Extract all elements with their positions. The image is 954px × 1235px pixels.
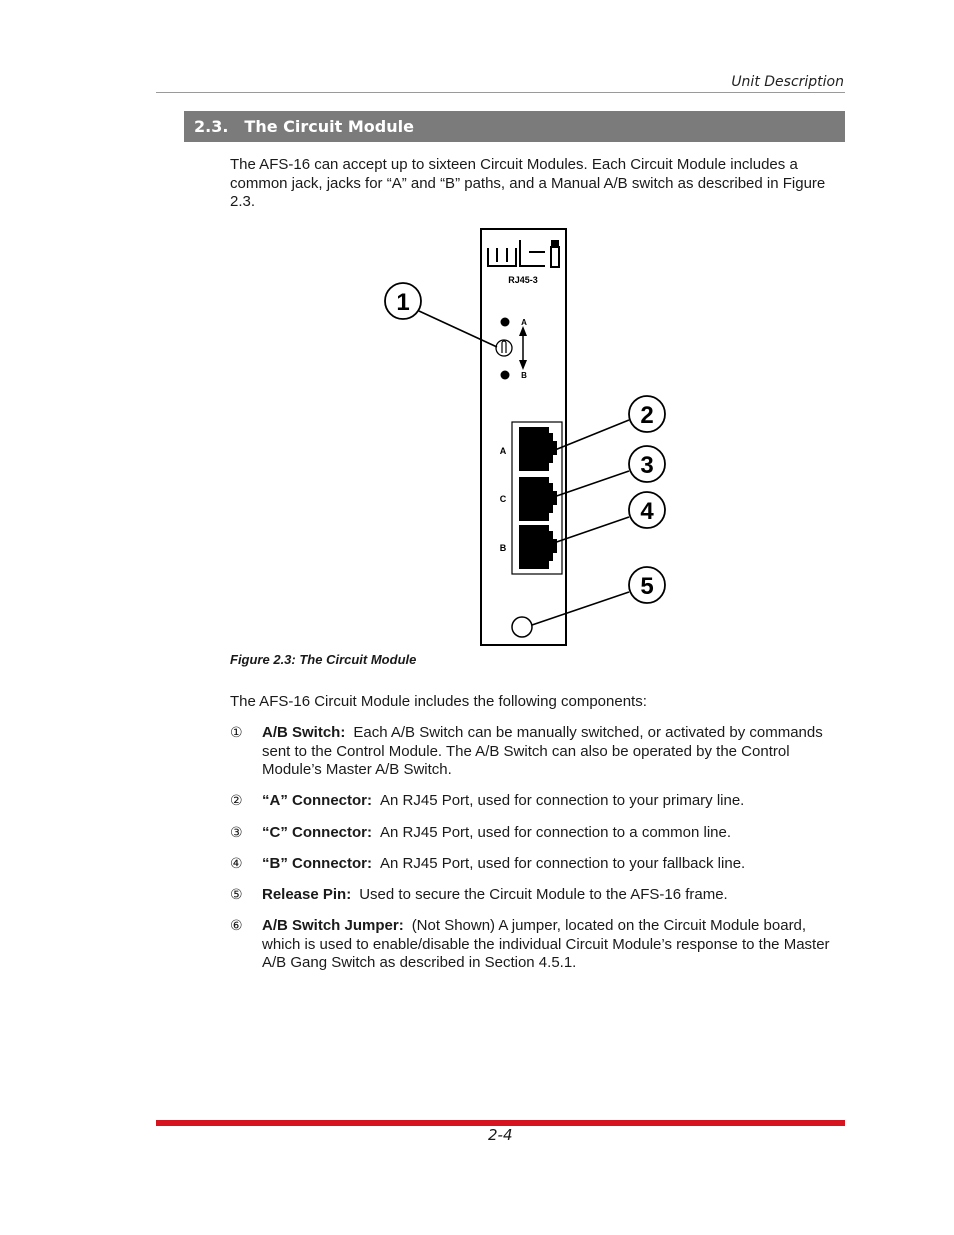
list-term: “C” Connector:	[262, 824, 372, 841]
list-marker: ③	[230, 825, 243, 841]
list-item-ab-switch	[230, 724, 840, 780]
list-marker: ④	[230, 856, 243, 872]
list-marker: ②	[230, 793, 243, 809]
led-a	[501, 318, 510, 327]
list-item-release-pin	[230, 886, 840, 905]
led-b	[501, 371, 510, 380]
switch-label-a: A	[521, 318, 527, 327]
port-label-b: B	[499, 543, 507, 553]
list-term: “B” Connector:	[262, 855, 372, 872]
list-term: Release Pin:	[262, 886, 352, 903]
list-intro: The AFS-16 Circuit Module includes the following components:	[230, 693, 647, 710]
callout-2	[629, 396, 665, 432]
svg-text:3: 3	[640, 452, 654, 479]
svg-text:2: 2	[640, 402, 654, 429]
list-text: An RJ45 Port, used for connection to your primary line.	[380, 792, 745, 809]
page-number: 2-4	[488, 1126, 513, 1144]
figure-caption: Figure 2.3: The Circuit Module	[230, 652, 417, 667]
callout-3	[629, 446, 665, 482]
intro-paragraph: The AFS-16 can accept up to sixteen Circuit Modules. Each Circuit Module includes a common jack, jacks for “A” and “B” paths, and a Manual A/B switch as described in Figure 2.3.	[230, 156, 826, 210]
list-item-a-connector	[230, 792, 840, 811]
list-text: Used to secure the Circuit Module to the AFS-16 frame.	[359, 886, 728, 903]
callout-1	[385, 283, 421, 319]
list-item-c-connector	[230, 824, 840, 843]
callout-5	[629, 567, 665, 603]
port-label-a: A	[499, 446, 507, 456]
list-term: A/B Switch:	[262, 724, 346, 741]
running-header: Unit Description	[731, 74, 844, 90]
list-marker: ⑥	[230, 918, 243, 934]
list-item-switch-jumper	[230, 917, 840, 973]
svg-text:4: 4	[640, 498, 654, 525]
list-text: Each A/B Switch can be manually switched, or activated by commands sent to the Control Module. The A/B Switch can also be operated by the Control Module’s Master A/B Switch.	[262, 724, 823, 778]
release-pin	[512, 617, 532, 637]
list-item-b-connector	[230, 855, 840, 874]
list-text: An RJ45 Port, used for connection to your fallback line.	[380, 855, 746, 872]
switch-label-b: B	[521, 371, 527, 380]
list-text: An RJ45 Port, used for connection to a common line.	[380, 824, 732, 841]
toggle-switch-icon	[496, 340, 512, 356]
model-label: RJ45-3	[508, 275, 538, 285]
section-title: The Circuit Module	[244, 117, 414, 136]
list-marker: ①	[230, 725, 243, 741]
svg-text:1: 1	[396, 289, 410, 316]
port-label-c: C	[499, 494, 507, 504]
callout-4	[629, 492, 665, 528]
list-text: (Not Shown) A jumper, located on the Circuit Module board, which is used to enable/disable the individual Circuit Module’s response to the Master A/B Gang Switch as described in Section 4.5.1.	[262, 917, 830, 971]
section-number: 2.3.	[194, 117, 229, 136]
list-term: A/B Switch Jumper:	[262, 917, 404, 934]
svg-text:5: 5	[640, 573, 654, 600]
list-marker: ⑤	[230, 887, 243, 903]
list-term: “A” Connector:	[262, 792, 372, 809]
